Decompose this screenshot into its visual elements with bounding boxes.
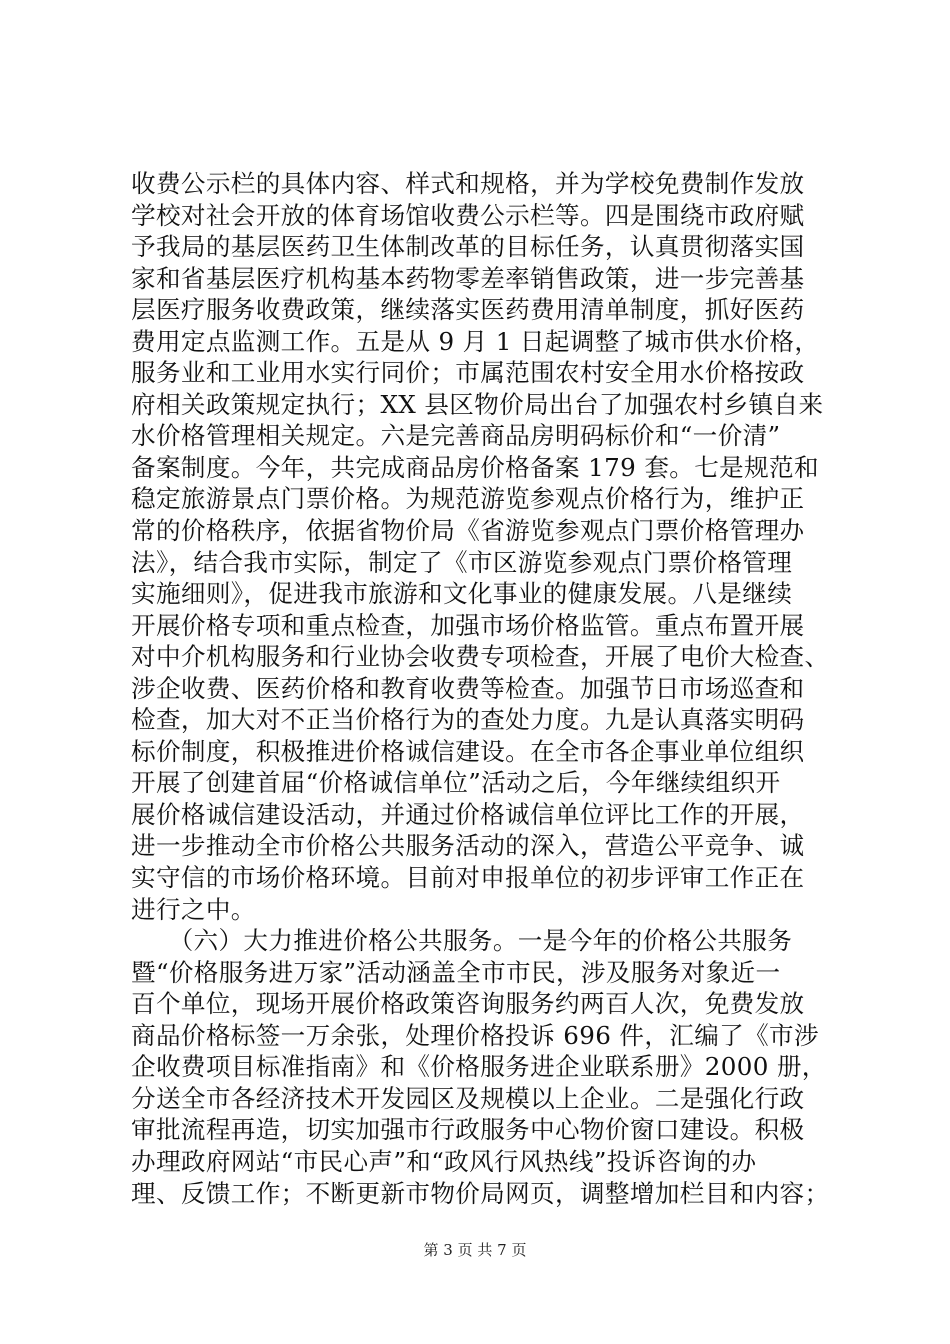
text-line: 水价格管理相关规定。六是完善商品房明码标价和“一价清” bbox=[131, 421, 781, 451]
text-line: 稳定旅游景点门票价格。为规范游览参观点价格行为，维护正 bbox=[131, 484, 805, 514]
text-line: 开展了创建首届“价格诚信单位”活动之后，今年继续组织开 bbox=[131, 768, 781, 798]
text-line: 常的价格秩序，依据省物价局《省游览参观点门票价格管理办 bbox=[131, 516, 805, 546]
text-line: 检查，加大对不正当价格行为的查处力度。九是认真落实明码 bbox=[131, 705, 805, 735]
text-line: 商品价格标签一万余张，处理价格投诉 696 件，汇编了《市涉 bbox=[131, 1020, 819, 1050]
text-line: 实守信的市场价格环境。目前对申报单位的初步评审工作正在 bbox=[131, 863, 805, 893]
text-line: 学校对社会开放的体育场馆收费公示栏等。四是围绕市政府赋 bbox=[131, 200, 805, 230]
text-line: 企收费项目标准指南》和《价格服务进企业联系册》2000 册， bbox=[131, 1052, 827, 1082]
text-line: 进行之中。 bbox=[131, 894, 256, 924]
text-line: 府相关政策规定执行；XX 县区物价局出台了加强农村乡镇自来 bbox=[131, 389, 824, 419]
text-line: 实施细则》，促进我市旅游和文化事业的健康发展。八是继续 bbox=[131, 579, 793, 609]
text-line: 层医疗服务收费政策，继续落实医药费用清单制度，抓好医药 bbox=[131, 295, 805, 325]
body-text bbox=[131, 168, 831, 1209]
text-line: 备案制度。今年，共完成商品房价格备案 179 套。七是规范和 bbox=[131, 452, 819, 482]
text-line: 对中介机构服务和行业协会收费专项检查，开展了电价大检查、 bbox=[131, 642, 830, 672]
text-line: 收费公示栏的具体内容、样式和规格，并为学校免费制作发放 bbox=[131, 169, 805, 198]
text-line: 法》，结合我市实际，制定了《市区游览参观点门票价格管理 bbox=[131, 547, 793, 577]
text-line: 办理政府网站“市民心声”和“政风行风热线”投诉咨询的办 bbox=[131, 1146, 757, 1176]
text-line: 分送全市各经济技术开发园区及规模以上企业。二是强化行政 bbox=[131, 1083, 805, 1113]
text-line: 服务业和工业用水实行同价；市属范围农村安全用水价格按政 bbox=[131, 358, 805, 388]
text-line: 予我局的基层医药卫生体制改革的目标任务，认真贯彻落实国 bbox=[131, 232, 805, 262]
page-footer: 第 3 页 共 7 页 bbox=[423, 1241, 527, 1259]
text-line: 展价格诚信建设活动，并通过价格诚信单位评比工作的开展， bbox=[131, 799, 805, 829]
text-line: 审批流程再造，切实加强市行政服务中心物价窗口建设。积极 bbox=[131, 1115, 805, 1145]
text-line: 理、反馈工作；不断更新市物价局网页，调整增加栏目和内容； bbox=[131, 1178, 830, 1208]
text-line: 标价制度，积极推进价格诚信建设。在全市各企事业单位组织 bbox=[131, 736, 805, 766]
text-line: 暨“价格服务进万家”活动涵盖全市市民，涉及服务对象近一 bbox=[131, 957, 781, 987]
text-line: 涉企收费、医药价格和教育收费等检查。加强节日市场巡查和 bbox=[131, 673, 805, 703]
text-line: 百个单位，现场开展价格政策咨询服务约两百人次，免费发放 bbox=[131, 989, 805, 1019]
text-line: （六）大力推进价格公共服务。一是今年的价格公共服务 bbox=[131, 926, 793, 956]
text-line: 开展价格专项和重点检查，加强市场价格监管。重点布置开展 bbox=[131, 610, 805, 640]
text-line: 进一步推动全市价格公共服务活动的深入，营造公平竞争、诚 bbox=[131, 831, 805, 861]
text-line: 费用定点监测工作。五是从 9 月 1 日起调整了城市供水价格， bbox=[131, 326, 820, 356]
text-line: 家和省基层医疗机构基本药物零差率销售政策，进一步完善基 bbox=[131, 263, 805, 293]
